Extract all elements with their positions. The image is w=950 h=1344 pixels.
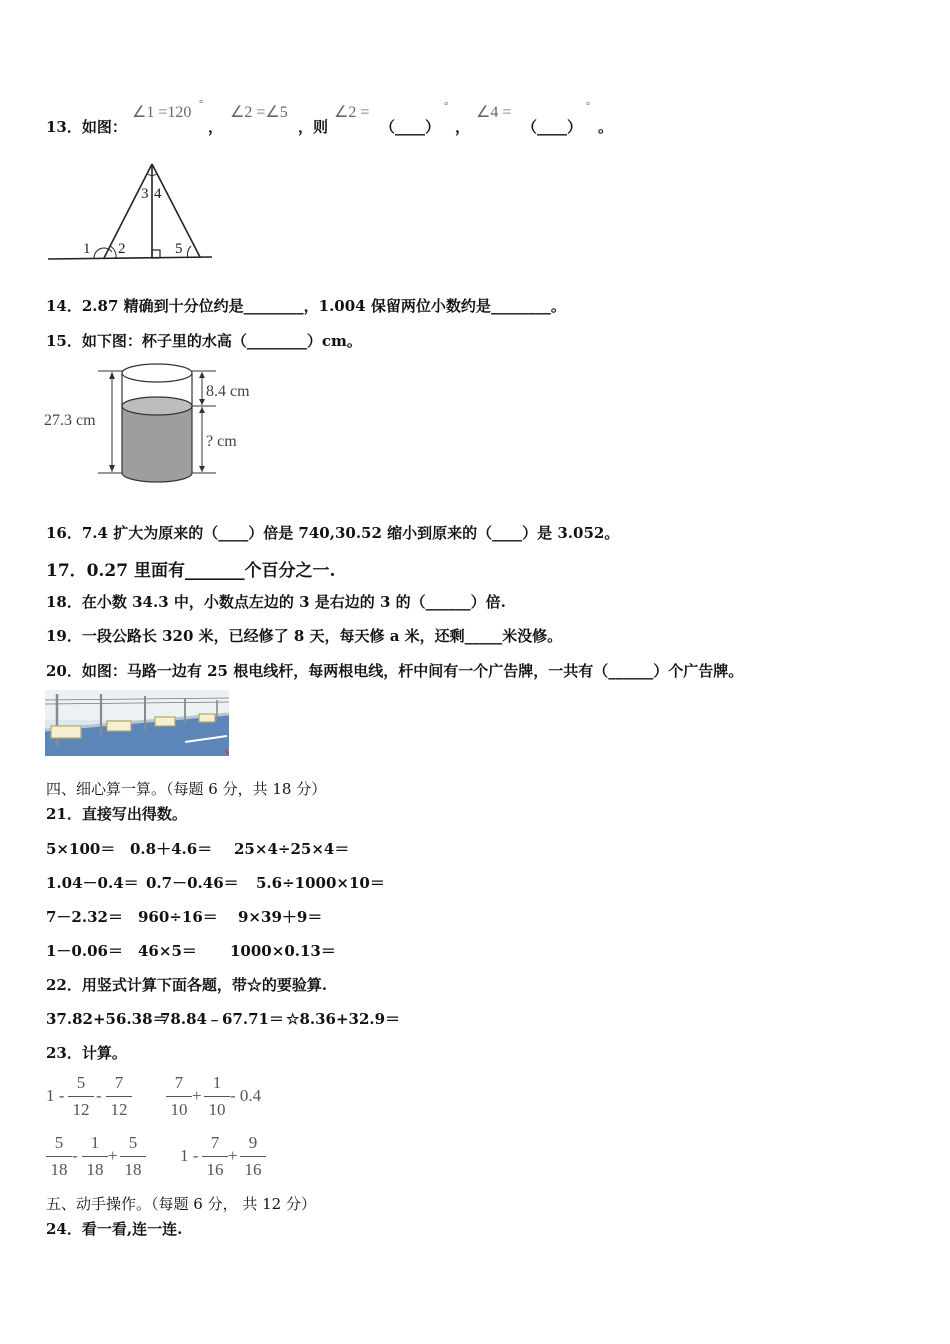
q23-title: 23．计算。 <box>46 1044 127 1062</box>
water-height-label: ? cm <box>206 433 237 450</box>
e4-f1-denominator: 16 <box>206 1160 224 1179</box>
angle-label-2: 2 <box>118 241 126 257</box>
e2-tail: - 0.4 <box>230 1086 262 1105</box>
triangle-figure <box>46 160 216 264</box>
q21-r3-c1: 7－2.32＝ <box>46 908 123 926</box>
e1-f1-denominator: 12 <box>72 1100 90 1119</box>
e1-lead: 1 - <box>46 1086 65 1105</box>
e4-f2-denominator: 16 <box>244 1160 262 1179</box>
q17: 17．0.27 里面有_______个百分之一. <box>46 561 336 581</box>
q20: 20．如图：马路一边有 25 根电线杆，每两根电线，杆中间有一个广告牌，一共有（______）个广告牌。 <box>46 662 744 680</box>
e2-fraction-1 <box>164 1072 194 1121</box>
e2-f1-denominator: 10 <box>170 1100 188 1119</box>
q13-degree-mark: ° <box>199 98 204 110</box>
q21-r3-c2: 960÷16＝ <box>138 908 218 926</box>
q13-sep1: ， <box>208 118 224 136</box>
angle-label-4: 4 <box>154 186 162 202</box>
angle-label-1: 1 <box>83 241 91 257</box>
e3-f1-denominator: 18 <box>50 1160 68 1179</box>
q21-r2-c2: 0.7－0.46＝ <box>146 874 239 892</box>
q21-title: 21．直接写出得数。 <box>46 805 187 823</box>
e3-f3-numerator: 5 <box>128 1133 138 1152</box>
q18: 18．在小数 34.3 中，小数点左边的 3 是右边的 3 的（______）倍. <box>46 593 506 611</box>
e4-op1: + <box>228 1146 238 1165</box>
q22-item-2: 78.84﹣67.71＝ <box>160 1010 284 1028</box>
q16: 16．7.4 扩大为原来的（____）倍是 740,30.52 缩小到原来的（____）是 3.052。 <box>46 524 620 542</box>
e4-f1-numerator: 7 <box>210 1133 220 1152</box>
e4-fraction-2 <box>238 1132 268 1181</box>
q13-degree-mark-2: ° <box>444 100 449 112</box>
section-4-heading: 四、细心算一算。（每题 6 分，共 18 分） <box>46 780 327 798</box>
e2-f1-numerator: 7 <box>174 1073 184 1092</box>
q13-blank-2: （____） <box>522 118 583 136</box>
e3-f2-numerator: 1 <box>90 1133 100 1152</box>
q21-r1-c3: 25×4÷25×4＝ <box>234 840 350 858</box>
e1-fraction-1 <box>66 1072 96 1121</box>
road-poles-picture <box>45 690 229 756</box>
cup-figure <box>44 362 274 488</box>
e3-op1: - <box>72 1146 78 1165</box>
q13-blank-1: （____） <box>380 118 441 136</box>
q13-angle1: ∠1 =120 <box>132 104 192 121</box>
e4-f2-numerator: 9 <box>248 1133 258 1152</box>
q21-r4-c3: 1000×0.13＝ <box>230 942 336 960</box>
angle-label-5: 5 <box>175 241 183 257</box>
q13-then: ，则 <box>298 118 329 136</box>
q13-end: 。 <box>598 118 614 136</box>
e3-fraction-1 <box>44 1132 74 1181</box>
e2-op1: + <box>192 1086 202 1105</box>
e1-f2-numerator: 7 <box>114 1073 124 1092</box>
e3-fraction-2 <box>80 1132 110 1181</box>
e1-op1: - <box>96 1086 102 1105</box>
q21-r2-c1: 1.04－0.4＝ <box>46 874 139 892</box>
e2-f2-numerator: 1 <box>212 1073 222 1092</box>
q21-r1-c2: 0.8＋4.6＝ <box>130 840 213 858</box>
q13-angle2eq5: ∠2 =∠5 <box>230 104 288 121</box>
total-height-label: 27.3 cm <box>44 412 96 429</box>
q15: 15．如下图：杯子里的水高（________）cm。 <box>46 332 362 350</box>
e3-op2: + <box>108 1146 118 1165</box>
q21-r2-c3: 5.6÷1000×10＝ <box>256 874 385 892</box>
e1-fraction-2 <box>104 1072 134 1121</box>
q24: 24．看一看,连一连. <box>46 1220 183 1238</box>
e2-fraction-2 <box>202 1072 232 1121</box>
e4-lead: 1 - <box>180 1146 199 1165</box>
q21-r4-c2: 46×5＝ <box>138 942 197 960</box>
q19: 19．一段公路长 320 米，已经修了 8 天，每天修 a 米，还剩_____米没修。 <box>46 627 563 645</box>
q13-degree-mark-3: ° <box>586 100 591 112</box>
e3-f3-denominator: 18 <box>124 1160 142 1179</box>
q21-r4-c1: 1－0.06＝ <box>46 942 123 960</box>
section-5-heading: 五、动手操作。（每题 6 分， 共 12 分） <box>46 1195 316 1213</box>
q13-sep2: ， <box>455 118 471 136</box>
q22-item-3: ☆8.36+32.9＝ <box>286 1010 401 1028</box>
q21-r1-c1: 5×100＝ <box>46 840 116 858</box>
e4-fraction-1 <box>200 1132 230 1181</box>
e1-f1-numerator: 5 <box>76 1073 86 1092</box>
e3-f2-denominator: 18 <box>86 1160 104 1179</box>
e3-fraction-3 <box>118 1132 148 1181</box>
q13-number: 13．如图： <box>46 118 127 136</box>
q13-ask-angle4: ∠4 = <box>476 104 512 121</box>
q21-r3-c3: 9×39＋9＝ <box>238 908 323 926</box>
q22-title: 22．用竖式计算下面各题，带☆的要验算. <box>46 976 328 994</box>
q22-item-1: 37.82+56.38＝ <box>46 1010 168 1028</box>
q14: 14．2.87 精确到十分位约是________，1.004 保留两位小数约是________。 <box>46 297 566 315</box>
e1-f2-denominator: 12 <box>110 1100 128 1119</box>
top-gap-label: 8.4 cm <box>206 383 250 400</box>
e3-f1-numerator: 5 <box>54 1133 64 1152</box>
e2-f2-denominator: 10 <box>208 1100 226 1119</box>
q13-ask-angle2: ∠2 = <box>334 104 370 121</box>
angle-label-3: 3 <box>141 186 149 202</box>
